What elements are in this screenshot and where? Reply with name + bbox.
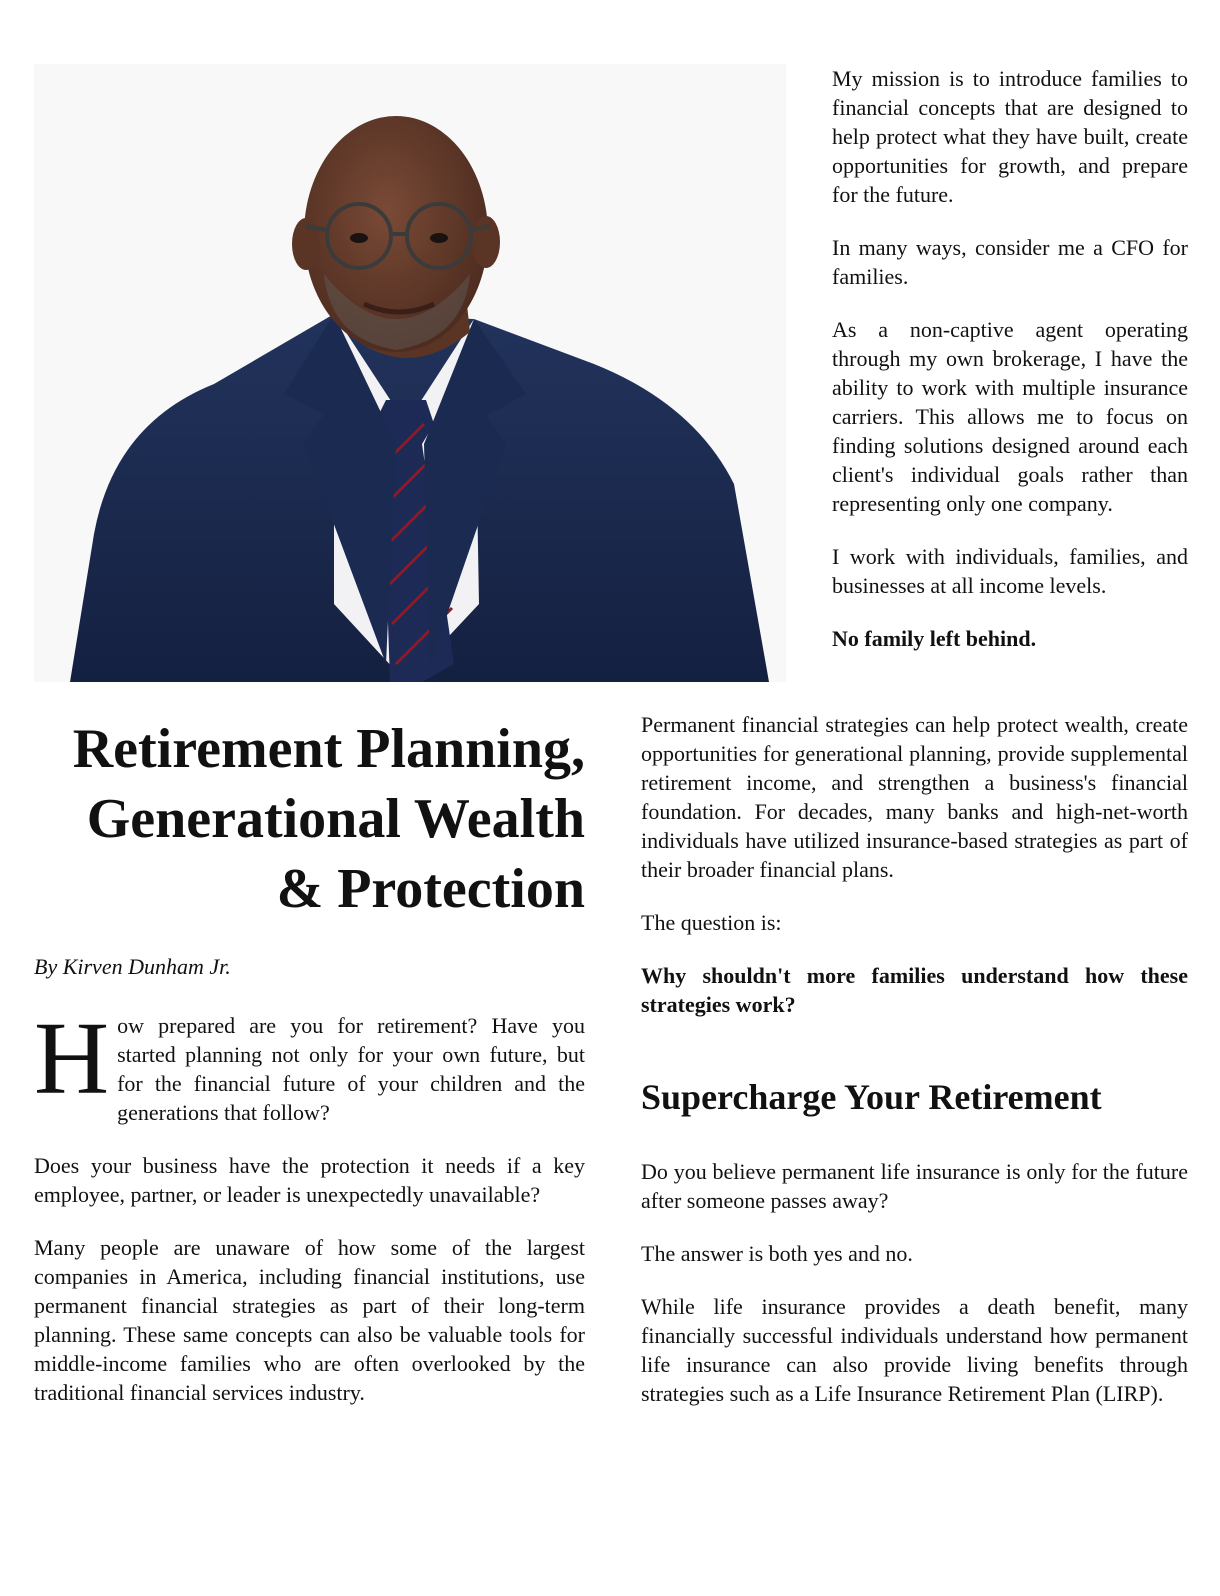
answer-paragraph: The answer is both yes and no. xyxy=(641,1241,913,1266)
drop-cap: H xyxy=(34,1001,110,1116)
author-portrait xyxy=(34,64,786,682)
opening-paragraph xyxy=(34,1001,585,1127)
article-title xyxy=(34,714,585,924)
strategies-paragraph: Permanent financial strategies can help protect wealth, create opportunities for generational planning, provide supplemental retirement income, and strengthen a business's financial foundation. For decades, many banks and high-net-worth individuals have utilized insurance-based strategies as part of their broader financial plans. xyxy=(641,712,1188,882)
clients-paragraph: I work with individuals, families, and businesses at all income levels. xyxy=(832,544,1188,598)
business-paragraph: Does your business have the protection it needs if a key employee, partner, or leader is unexpectedly unavailable? xyxy=(34,1153,585,1207)
tagline: No family left behind. xyxy=(832,626,1037,651)
portrait-illustration xyxy=(34,64,786,682)
byline: By Kirven Dunham Jr. xyxy=(34,954,231,979)
title-line-1: Retirement Planning, xyxy=(72,718,585,780)
title-line-2: Generational Wealth xyxy=(86,788,585,850)
right-column xyxy=(641,710,1188,1408)
brokerage-paragraph: As a non-captive agent operating through my own brokerage, I have the ability to work with multiple insurance carriers. This allows me to focus on finding solutions designed around each client's individual goals rather than representing only one company. xyxy=(832,317,1188,516)
cfo-paragraph: In many ways, consider me a CFO for families. xyxy=(832,235,1188,289)
section-heading: Supercharge Your Retirement xyxy=(641,1077,1102,1117)
lirp-paragraph: While life insurance provides a death benefit, many financially successful individuals understand how permanent life insurance can also provide living benefits through strategies such as a Life Insurance Retirement Plan (LIRP). xyxy=(641,1294,1188,1406)
belief-paragraph: Do you believe permanent life insurance is only for the future after someone passes away? xyxy=(641,1159,1188,1213)
companies-paragraph: Many people are unaware of how some of the largest companies in America, including financial institutions, use permanent financial strategies as part of their long-term planning. These same concepts can also be valuable tools for middle-income families who are often overlooked by the traditional financial services industry. xyxy=(34,1235,585,1405)
question-label: The question is: xyxy=(641,910,782,935)
opening-text: ow prepared are you for retirement? Have you started planning not only for your own future, but for the financial future of your children and the generations that follow? xyxy=(117,1013,585,1125)
intro-column xyxy=(832,64,1188,653)
title-line-3: & Protection xyxy=(276,858,585,920)
question-text: Why shouldn't more families understand how these strategies work? xyxy=(641,963,1188,1017)
mission-paragraph: My mission is to introduce families to financial concepts that are designed to help protect what they have built, create opportunities for growth, and prepare for the future. xyxy=(832,66,1188,207)
left-column xyxy=(34,952,585,1407)
